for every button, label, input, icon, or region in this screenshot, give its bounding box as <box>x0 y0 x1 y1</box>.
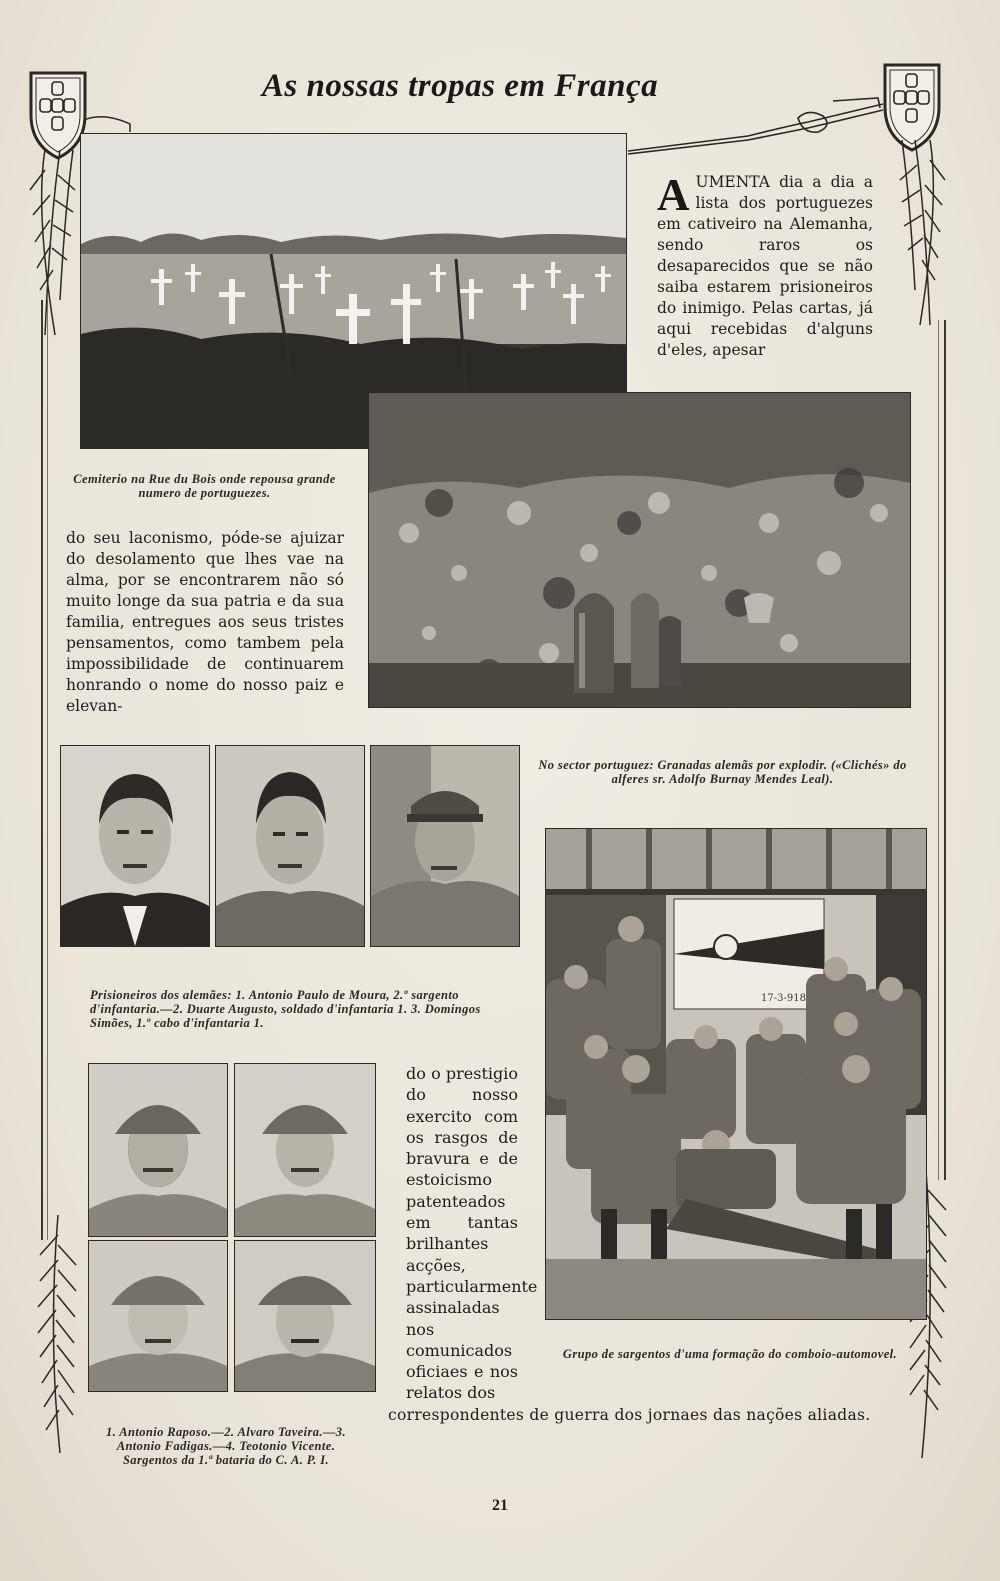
battery-portrait-1 <box>88 1063 228 1237</box>
right-shield-icon <box>882 62 942 152</box>
battery-portrait-4 <box>234 1240 376 1392</box>
frame-right-line <box>944 320 946 1180</box>
page-number: 21 <box>492 1497 508 1514</box>
cemetery-caption: Cemiterio na Rue du Bois onde repousa grande numero de portuguezes. <box>73 472 336 500</box>
sergeants-caption: Grupo de sargentos d'uma formação do comboio-automovel. <box>562 1347 898 1361</box>
paragraph-1-text: dia a dia a lista dos portuguezes em cativeiro na Alemanha, sendo raros os desaparecidos que se não saiba estarem prisioneiros do inimigo. Pelas cartas, já aqui recebidas d'alguns d'eles, apesar <box>657 173 873 359</box>
prisoner-portrait-1 <box>60 745 210 947</box>
right-leaf-ornament-icon <box>880 140 950 330</box>
paragraph-3-end: correspondentes de guerra dos jornaes das nações aliadas. <box>388 1406 871 1424</box>
article-title: As nossas tropas em França <box>261 68 659 104</box>
grenades-caption: No sector portuguez: Granadas alemãs por explodir. («Clichés» do alferes sr. Adolfo Burnay Mendes Leal). <box>538 758 907 786</box>
bottom-left-leaf-ornament-icon <box>28 1215 88 1455</box>
prisoners-caption: Prisioneiros dos alemães: 1. Antonio Paulo de Moura, 2.º sargento d'infantaria.—2. Duarte Augusto, soldado d'infantaria 1. 3. Domingos Simões, 1.º cabo d'infantaria 1. <box>90 988 481 1030</box>
frame-right-inner-line <box>938 320 939 1180</box>
battery-portrait-3 <box>88 1240 228 1392</box>
right-ribbon-icon <box>628 96 888 156</box>
prisoner-portrait-2 <box>215 745 365 947</box>
battery-portrait-2 <box>234 1063 376 1237</box>
grenades-photo <box>368 392 911 708</box>
left-shield-icon <box>28 70 88 160</box>
frame-left-line <box>41 300 43 1240</box>
paragraph-3: do o prestigio do nosso exercito com os rasgos de bravura e de estoicismo patenteados em tantas brilhantes acções, particularmente assinaladas nos comunicados oficiaes e nos relatos dos <box>406 1064 538 1403</box>
intro-capitals: UMENTA <box>695 173 770 191</box>
frame-left-inner-line <box>47 300 48 1240</box>
paragraph-2: do seu laconismo, póde-se ajuizar do desolamento que lhes vae na alma, por se encontrarem não só muito longe da sua patria e da sua familia, entregues aos seus tristes pensamentos, como tambem pela impossibilidade de continuarem honrando o nome do nosso paiz e elevan- <box>66 529 344 715</box>
battery-caption: 1. Antonio Raposo.—2. Alvaro Taveira.—3. Antonio Fadigas.—4. Teotonio Vicente. Sargentos da 1.ª bataria do C. A. P. I. <box>106 1425 346 1467</box>
dropcap-letter: A <box>657 170 690 220</box>
flag-date-text: 17-3-918 <box>761 993 806 1004</box>
prisoner-portrait-3 <box>370 745 520 947</box>
sergeants-group-photo <box>545 828 927 1320</box>
intro-paragraph <box>657 172 873 361</box>
